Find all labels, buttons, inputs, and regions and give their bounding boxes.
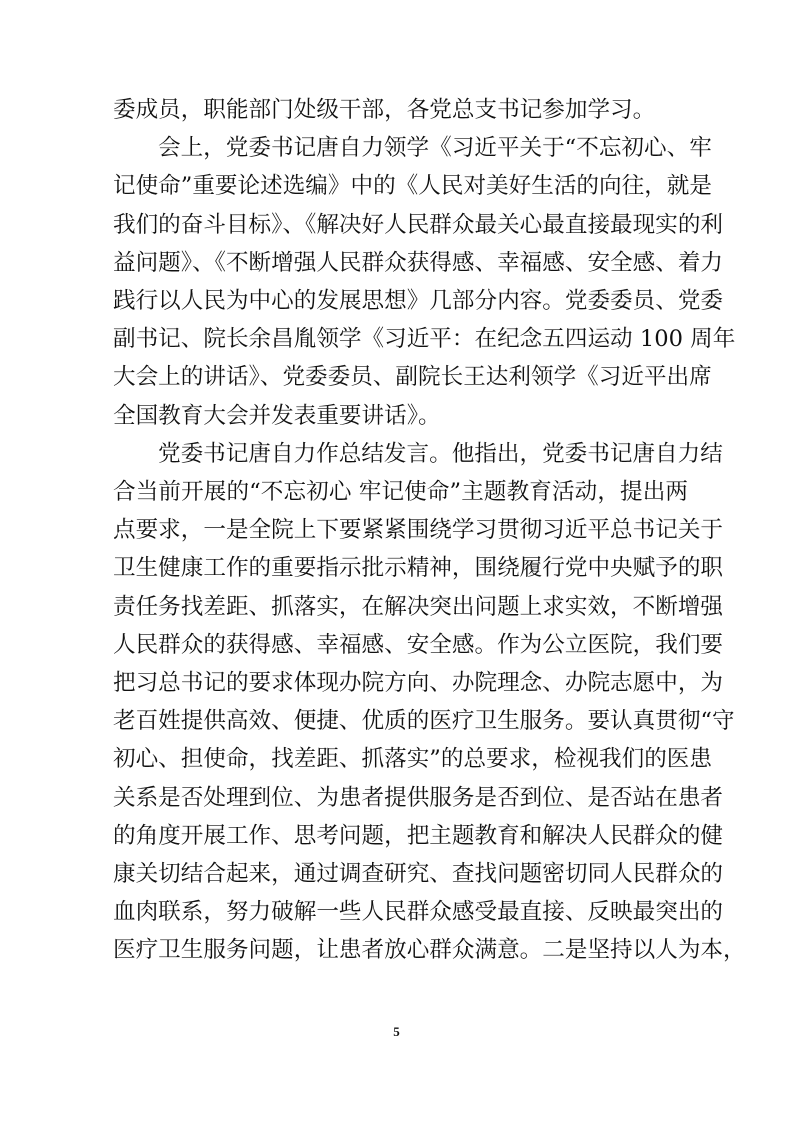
text-line-6: 践行以人民为中心的发展思想》几部分内容。党委委员、党委 <box>113 288 724 314</box>
text-line-12: 点要求，一是全院上下要紧紧围绕学习贯彻习近平总书记关于 <box>113 517 724 544</box>
text-line-9: 全国教育大会并发表重要讲话》。 <box>113 402 441 429</box>
text-line-20: 的角度开展工作、思考问题，把主题教育和解决人民群众的健 <box>113 822 724 849</box>
page-number: 5 <box>393 1024 400 1039</box>
text-line-1: 委成员，职能部门处级干部，各党总支书记参加学习。 <box>113 97 656 123</box>
text-line-5: 益问题》、《不断增强人民群众获得感、幸福感、安全感、着力 <box>113 249 724 276</box>
text-line-8: 大会上的讲话》、党委委员、副院长王达利领学《习近平出席 <box>113 364 712 391</box>
text-line-14: 责任务找差距、抓落实，在解决突出问题上求实效，不断增强 <box>113 593 724 620</box>
text-line-17: 老百姓提供高效、便捷、优质的医疗卫生服务。要认真贯彻“守 <box>113 708 735 735</box>
text-line-18: 初心、担使命，找差距、抓落实”的总要求，检视我们的医患 <box>113 746 712 773</box>
text-line-22: 血肉联系，努力破解一些人民群众感受最直接、反映最突出的 <box>113 899 724 926</box>
text-line-15: 人民群众的获得感、幸福感、安全感。作为公立医院，我们要 <box>113 631 724 658</box>
text-line-4: 我们的奋斗目标》、《解决好人民群众最关心最直接最现实的利 <box>113 211 724 238</box>
text-line-7: 副书记、院长余昌胤领学《习近平：在纪念五四运动 100 周年 <box>113 326 736 353</box>
text-line-21: 康关切结合起来，通过调查研究、查找问题密切同人民群众的 <box>113 861 724 887</box>
text-line-13: 卫生健康工作的重要指示批示精神，围绕履行党中央赋予的职 <box>113 555 724 582</box>
text-line-11: 合当前开展的“不忘初心 牢记使命”主题教育活动，提出两 <box>113 479 688 505</box>
text-line-19: 关系是否处理到位、为患者提供服务是否到位、是否站在患者 <box>113 784 724 811</box>
text-line-2: 会上，党委书记唐自力领学《习近平关于“不忘初心、牢 <box>158 135 712 162</box>
text-line-3: 记使命”重要论述选编》中的《人民对美好生活的向往，就是 <box>113 173 712 200</box>
text-line-23: 医疗卫生服务问题，让患者放心群众满意。二是坚持以人为本， <box>113 937 746 964</box>
text-line-16: 把习总书记的要求体现办院方向、办院理念、办院志愿中，为 <box>113 670 724 696</box>
text-line-10: 党委书记唐自力作总结发言。他指出，党委书记唐自力结 <box>158 440 723 467</box>
